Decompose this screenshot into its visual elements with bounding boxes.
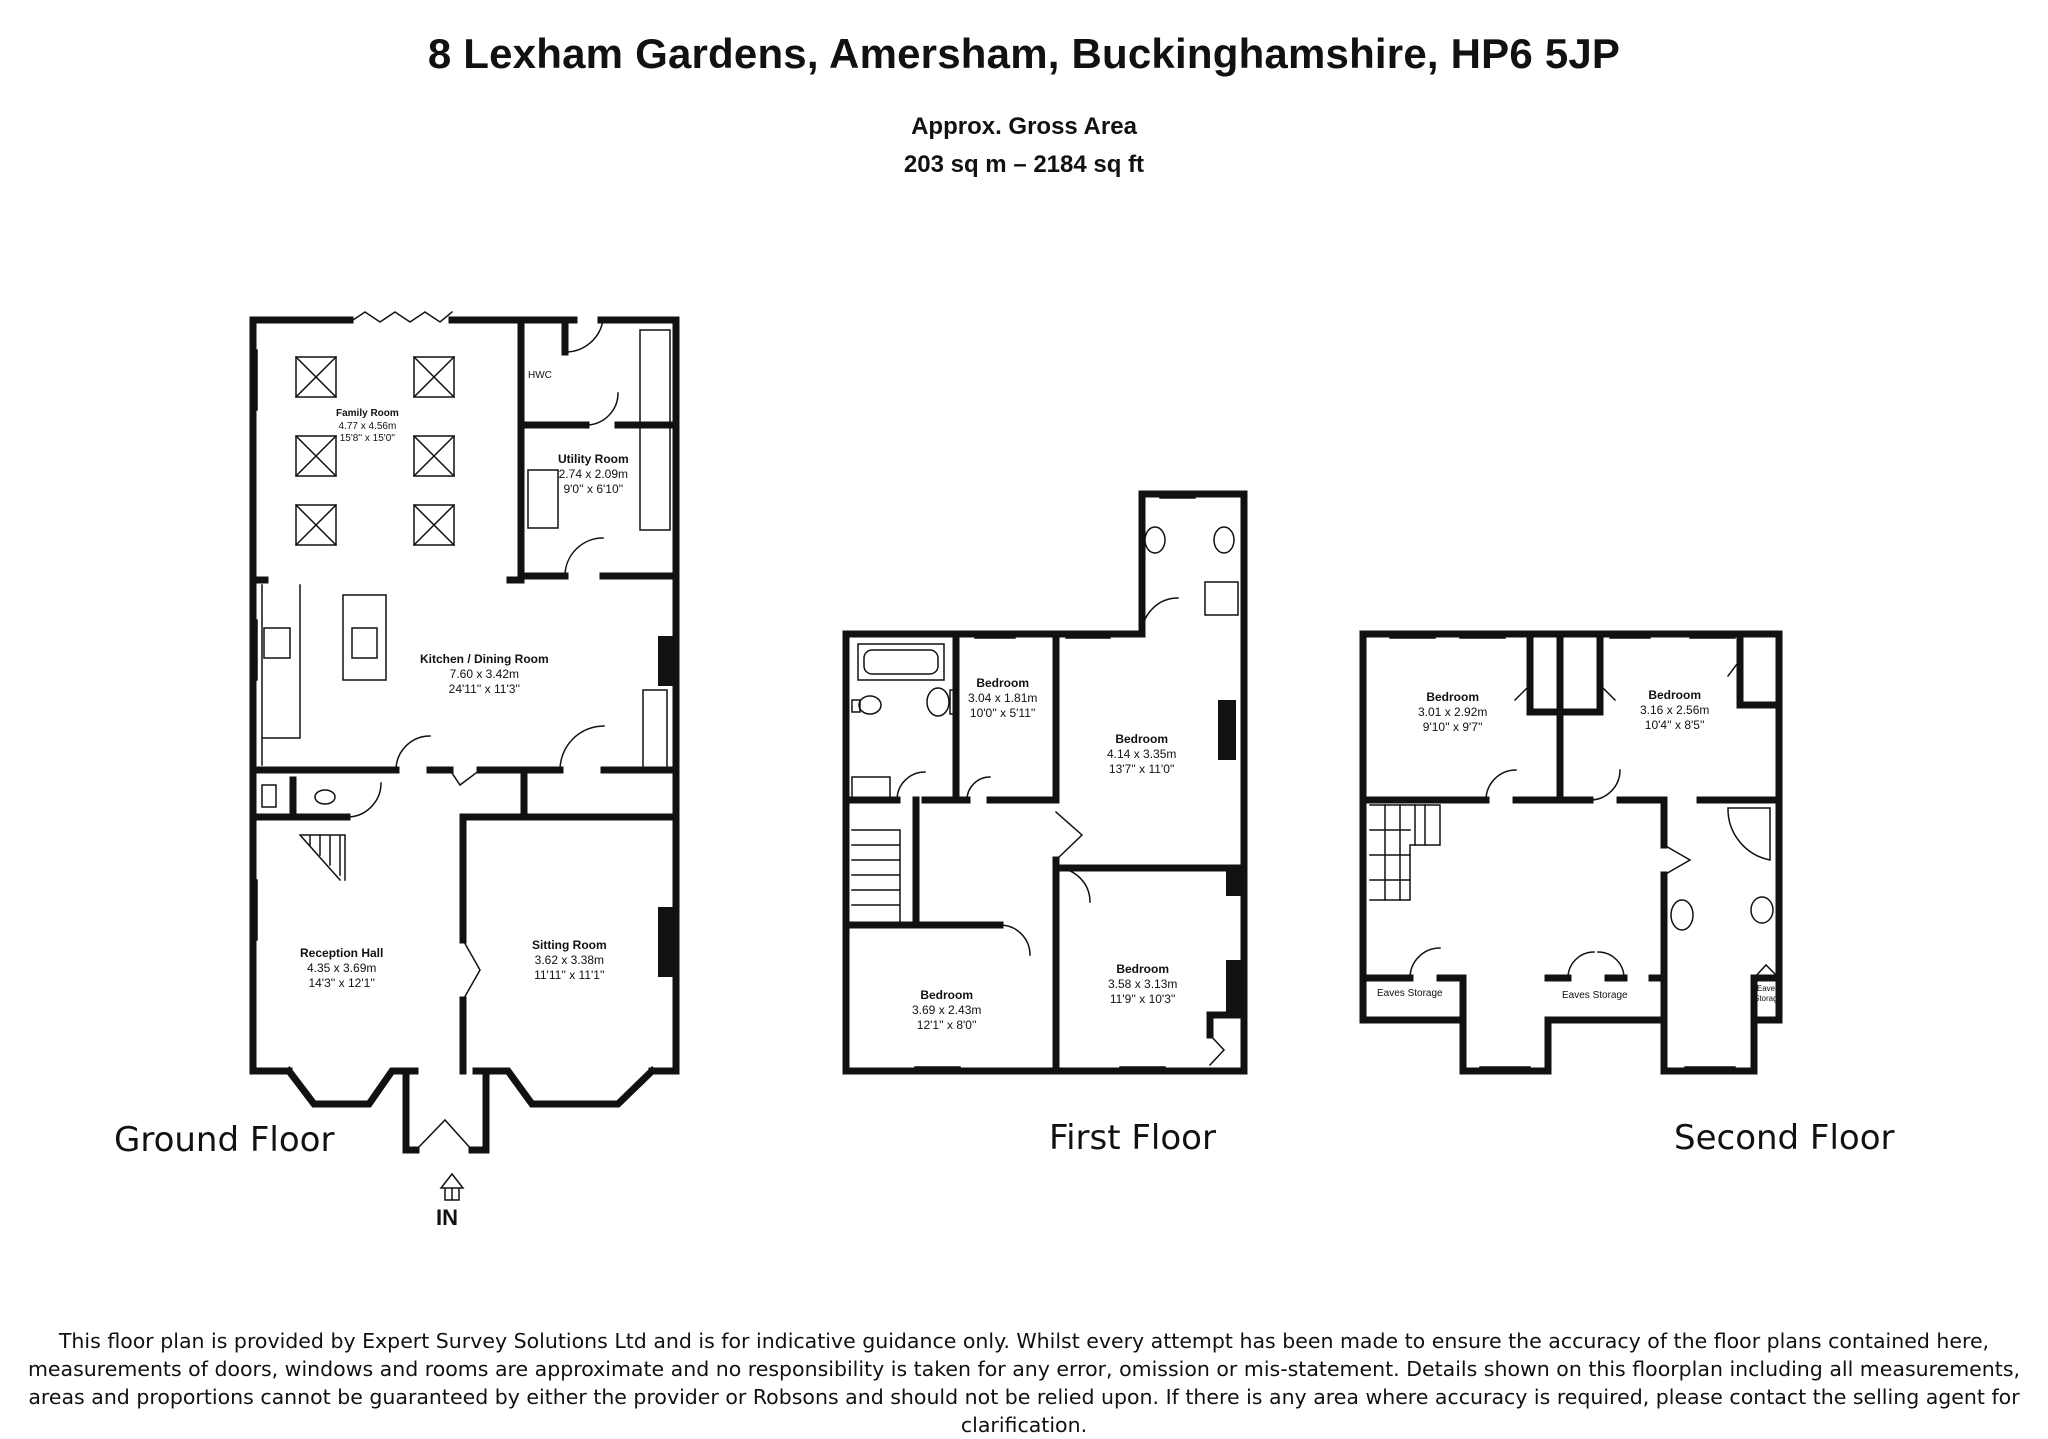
reception-hall-label: Reception Hall 4.35 x 3.69m 14'3'' x 12'1'' [300, 946, 384, 990]
eaves-storage-right-label: Eaves Storage [1754, 984, 1783, 1003]
eaves-storage-left-label: Eaves Storage [1377, 988, 1443, 999]
entrance-arrow-icon [441, 1174, 463, 1200]
sitting-room-label: Sitting Room 3.62 x 3.38m 11'11'' x 11'1'' [532, 938, 607, 982]
ground-floor-chimneys [658, 636, 674, 977]
ground-floor-walls [253, 320, 676, 1150]
hwc-label: HWC [528, 370, 552, 381]
gross-area-label: Approx. Gross Area [911, 113, 1137, 140]
first-floor-fittings [852, 527, 1238, 1065]
first-floor-chimneys [1218, 700, 1242, 1012]
first-floor-bedroom-front-left-label: Bedroom 3.69 x 2.43m 12'1'' x 8'0'' [912, 988, 982, 1032]
first-floor-bedroom-front-right-label: Bedroom 3.58 x 3.13m 11'9'' x 10'3'' [1108, 962, 1178, 1006]
eaves-storage-middle-label: Eaves Storage [1562, 990, 1628, 1001]
family-room-label: Family Room 4.77 x 4.56m 15'8'' x 15'0'' [336, 408, 399, 444]
second-floor-bedroom-left-label: Bedroom 3.01 x 2.92m 9'10'' x 9'7'' [1418, 690, 1488, 734]
first-floor-label: First Floor [1049, 1118, 1216, 1158]
kitchen-dining-room-label: Kitchen / Dining Room 7.60 x 3.42m 24'11'' x 11'3'' [420, 652, 549, 696]
ground-floor-label: Ground Floor [114, 1120, 335, 1160]
disclaimer-text: This floor plan is provided by Expert Survey Solutions Ltd and is for indicative guidance only. Whilst every attempt has been made to ensure the accuracy of the floor plans contained here, measurements of doors, windows and rooms are approximate and no responsibility is taken for any error, omission or mis-statement. Details shown on this floorplan including all measurements, areas and proportions cannot be guaranteed by either the provider or Robsons and should not be relied upon. If there is any area where accuracy is required, please contact the selling agent for clarification. [27, 1329, 2021, 1437]
first-floor-walls [846, 494, 1244, 1071]
utility-room-label: Utility Room 2.74 x 2.09m 9'0'' x 6'10'' [558, 452, 629, 496]
gross-area-value: 203 sq m – 2184 sq ft [903, 151, 1145, 178]
entrance-label: IN [436, 1205, 458, 1230]
first-floor-bedroom-large-label: Bedroom 4.14 x 3.35m 13'7'' x 11'0'' [1107, 732, 1177, 776]
page-title: 8 Lexham Gardens, Amersham, Buckinghamshire, HP6 5JP [427, 30, 1621, 77]
second-floor-label: Second Floor [1674, 1118, 1895, 1158]
second-floor-bedroom-right-label: Bedroom 3.16 x 2.56m 10'4'' x 8'5'' [1640, 688, 1710, 732]
first-floor-bedroom-small-label: Bedroom 3.04 x 1.81m 10'0'' x 5'11'' [968, 676, 1038, 720]
